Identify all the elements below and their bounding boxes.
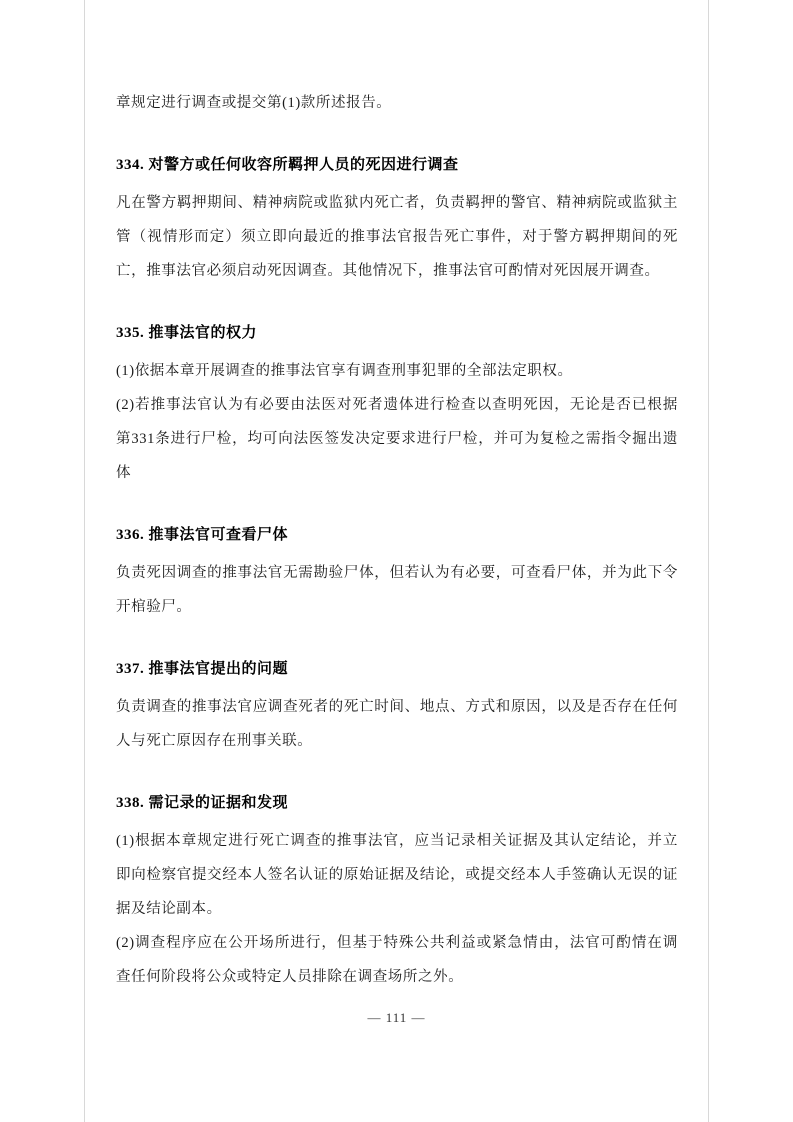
section-338 [116, 788, 678, 994]
section-paragraph: (2)调查程序应在公开场所进行，但基于特殊公共利益或紧急情由，法官可酌情在调查任何阶段将公众或特定人员排除在调查场所之外。 [116, 935, 678, 985]
lead-paragraph: 章规定进行调查或提交第(1)款所述报告。 [116, 95, 392, 111]
section-paragraph: (1)依据本章开展调查的推事法官享有调查刑事犯罪的全部法定职权。 [116, 363, 573, 379]
section-335 [116, 318, 678, 490]
section-heading: 338. 需记录的证据和发现 [116, 795, 289, 811]
section-paragraph: 负责调查的推事法官应调查死者的死亡时间、地点、方式和原因，以及是否存在任何人与死亡原因存在刑事关联。 [116, 699, 678, 749]
section-paragraph: (2)若推事法官认为有必要由法医对死者遗体进行检查以查明死因，无论是否已根据第331条进行尸检，均可向法医签发决定要求进行尸检，并可为复检之需指令掘出遗体 [116, 397, 678, 481]
section-336 [116, 520, 678, 624]
page-content [116, 86, 678, 994]
page-margin-line-left [84, 0, 85, 1122]
section-heading: 337. 推事法官提出的问题 [116, 661, 289, 677]
section-paragraph: 负责死因调查的推事法官无需勘验尸体，但若认为有必要，可查看尸体，并为此下令开棺验尸。 [116, 565, 678, 615]
section-337 [116, 654, 678, 758]
page-number: — 111 — [367, 1010, 426, 1025]
section-334 [116, 150, 678, 288]
section-paragraph: 凡在警方羁押期间、精神病院或监狱内死亡者，负责羁押的警官、精神病院或监狱主管（视情形而定）须立即向最近的推事法官报告死亡事件，对于警方羁押期间的死亡，推事法官必须启动死因调查。其他情况下，推事法官可酌情对死因展开调查。 [116, 195, 678, 279]
page-margin-line-right [708, 0, 709, 1122]
section-paragraph: (1)根据本章规定进行死亡调查的推事法官，应当记录相关证据及其认定结论，并立即向检察官提交经本人签名认证的原始证据及结论，或提交经本人手签确认无误的证据及结论副本。 [116, 833, 678, 917]
section-heading: 334. 对警方或任何收容所羁押人员的死因进行调查 [116, 157, 459, 173]
section-heading: 335. 推事法官的权力 [116, 325, 258, 341]
section-heading: 336. 推事法官可查看尸体 [116, 527, 289, 543]
